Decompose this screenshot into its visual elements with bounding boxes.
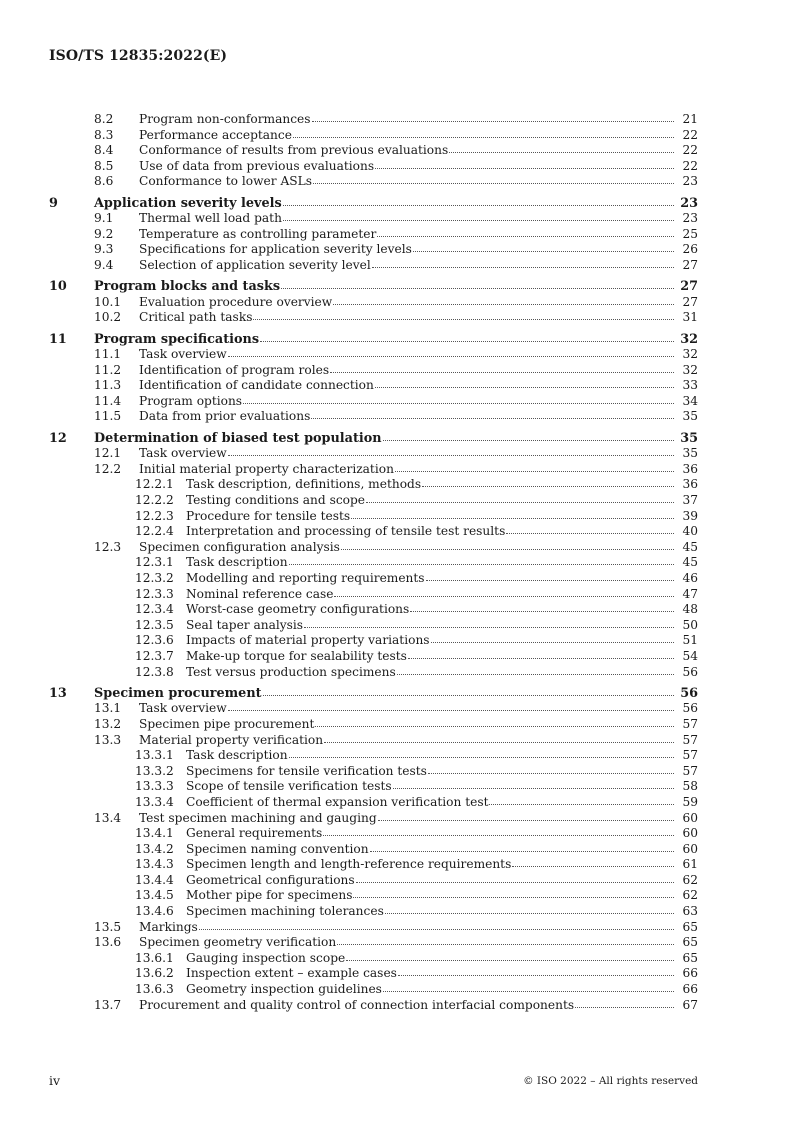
toc-entry-title: Specimen geometry verification — [139, 935, 337, 950]
dot-leader — [408, 648, 674, 659]
toc-entry-number: 13.4.3 — [135, 857, 174, 872]
toc-entry-title: Specimen naming convention — [186, 841, 369, 856]
toc-entry-title: Identification of candidate connection — [139, 378, 374, 393]
dot-leader — [313, 173, 674, 184]
toc-entry[interactable] — [0, 258, 793, 274]
toc-entry-number: 11.2 — [94, 362, 122, 377]
toc-entry-number: 13.3.3 — [135, 779, 174, 794]
toc-entry-title: Initial material property characterization — [139, 461, 394, 476]
toc-entry-number: 12 — [49, 430, 67, 446]
toc-entry[interactable] — [0, 227, 793, 243]
toc-entry-number: 12.2.1 — [135, 477, 174, 492]
dot-leader — [312, 111, 675, 122]
dot-leader — [283, 210, 674, 221]
toc-entry-number: 9 — [49, 195, 58, 211]
dot-leader — [413, 241, 674, 252]
dot-leader — [289, 747, 674, 758]
dot-leader — [315, 716, 674, 727]
toc-entry-number: 13.6.2 — [135, 966, 174, 981]
dot-leader — [243, 393, 674, 404]
toc-entry-number: 10 — [49, 279, 67, 295]
toc-entry-title: General requirements — [186, 826, 323, 841]
toc-entry-title: Impacts of material property variations — [186, 633, 430, 648]
toc-entry-page: 27 — [680, 279, 698, 295]
toc-entry-page: 56 — [682, 701, 698, 716]
toc-entry-number: 13.4.5 — [135, 888, 174, 903]
toc-entry-page: 58 — [682, 779, 698, 794]
toc-entry-title: Test versus production specimens — [186, 664, 396, 679]
dot-leader — [346, 950, 674, 961]
toc-entry-title: Task description — [186, 555, 288, 570]
dot-leader — [366, 492, 674, 503]
toc-entry-title: Task overview — [139, 446, 227, 461]
toc-entry[interactable] — [0, 795, 793, 811]
toc-entry-number: 8.5 — [94, 158, 114, 173]
toc-entry[interactable] — [0, 701, 793, 717]
toc-entry[interactable] — [0, 935, 793, 951]
dot-leader — [377, 226, 674, 237]
toc-entry[interactable] — [0, 888, 793, 904]
toc-entry-title: Program non-conformances — [139, 112, 311, 126]
toc-entry[interactable] — [0, 363, 793, 379]
toc-entry-page: 61 — [682, 857, 698, 872]
toc-entry-page: 57 — [682, 748, 698, 763]
toc-entry-page: 36 — [682, 461, 698, 476]
toc-entry-number: 13.1 — [94, 701, 122, 716]
toc-entry[interactable] — [0, 446, 793, 462]
toc-entry[interactable] — [0, 618, 793, 634]
toc-entry-page: 27 — [682, 294, 698, 309]
toc-entry-title: Conformance of results from previous evaluations — [139, 143, 449, 158]
toc-entry-title: Thermal well load path — [139, 211, 282, 226]
dot-leader — [393, 778, 674, 789]
toc-entry-page: 32 — [680, 331, 698, 347]
dot-leader — [228, 346, 674, 357]
toc-entry-number: 12.2.3 — [135, 508, 174, 523]
toc-entry-title: Nominal reference case — [186, 586, 334, 601]
toc-entry-title: Temperature as controlling parameter — [139, 226, 377, 241]
toc-entry-page: 54 — [682, 648, 698, 663]
toc-entry[interactable] — [0, 633, 793, 649]
toc-entry-title: Coefficient of thermal expansion verification test — [186, 794, 489, 809]
toc-entry-title: Scope of tensile verification tests — [186, 779, 392, 794]
dot-leader — [575, 997, 674, 1008]
toc-entry-number: 9.1 — [94, 211, 114, 226]
toc-entry-number: 12.3.3 — [135, 586, 174, 601]
toc-entry[interactable] — [0, 873, 793, 889]
toc-entry-title: Inspection extent – example cases — [186, 966, 397, 981]
toc-entry-page: 51 — [682, 633, 698, 648]
toc-entry[interactable] — [0, 826, 793, 842]
toc-entry-page: 26 — [682, 242, 698, 257]
toc-entry-page: 59 — [682, 794, 698, 809]
dot-leader — [428, 763, 674, 774]
toc-entry[interactable] — [0, 951, 793, 967]
toc-entry-number: 12.1 — [94, 446, 122, 461]
toc-entry[interactable] — [0, 462, 793, 478]
toc-entry-number: 13.6.3 — [135, 982, 174, 997]
toc-entry-page: 22 — [682, 158, 698, 173]
document-id-header: ISO/TS 12835:2022(E) — [49, 48, 228, 64]
toc-entry-number: 13.2 — [94, 716, 122, 731]
toc-entry[interactable] — [0, 128, 793, 144]
toc-entry-number: 8.3 — [94, 127, 114, 142]
dot-leader — [356, 872, 674, 883]
dot-leader — [341, 539, 674, 550]
toc-entry-title: Seal taper analysis — [186, 617, 304, 632]
toc-entry[interactable] — [0, 295, 793, 311]
toc-entry-title: Program options — [139, 393, 243, 408]
toc-entry-title: Selection of application severity level — [139, 257, 371, 272]
toc-entry[interactable] — [0, 571, 793, 587]
toc-entry[interactable] — [0, 378, 793, 394]
toc-entry-title: Task description — [186, 748, 288, 763]
dot-leader — [330, 362, 674, 373]
toc-entry-number: 13.6.1 — [135, 950, 174, 965]
toc-entry-number: 13.4 — [94, 810, 122, 825]
toc-entry-title: Geometry inspection guidelines — [186, 982, 382, 997]
toc-entry-title: Make-up torque for sealability tests — [186, 648, 407, 663]
toc-entry[interactable] — [0, 665, 793, 681]
toc-entry-title: Program specifications — [94, 331, 260, 347]
toc-entry-number: 13.3.4 — [135, 794, 174, 809]
toc-entry-page: 36 — [682, 477, 698, 492]
toc-entry-page: 57 — [682, 763, 698, 778]
toc-entry-page: 66 — [682, 966, 698, 981]
toc-entry-number: 12.2 — [94, 461, 122, 476]
toc-entry-page: 32 — [682, 362, 698, 377]
toc-entry-page: 65 — [682, 950, 698, 965]
toc-entry[interactable] — [0, 509, 793, 525]
toc-entry-number: 12.3.4 — [135, 602, 174, 617]
toc-entry-number: 9.3 — [94, 242, 114, 257]
toc-entry-title: Specimen configuration analysis — [139, 539, 340, 554]
toc-entry[interactable] — [0, 686, 793, 702]
toc-entry-page: 37 — [682, 493, 698, 508]
dot-leader — [253, 309, 674, 320]
toc-entry-page: 66 — [682, 982, 698, 997]
toc-entry-number: 9.2 — [94, 226, 114, 241]
toc-entry[interactable] — [0, 998, 793, 1014]
toc-entry-page: 57 — [682, 732, 698, 747]
toc-entry[interactable] — [0, 477, 793, 493]
toc-entry-page: 22 — [682, 143, 698, 158]
dot-leader — [431, 632, 674, 643]
toc-entry-number: 13.3.2 — [135, 763, 174, 778]
toc-entry-page: 56 — [682, 664, 698, 679]
toc-entry-number: 13.6 — [94, 935, 122, 950]
dot-leader — [281, 278, 674, 289]
dot-leader — [199, 919, 674, 930]
toc-entry-page: 45 — [682, 539, 698, 554]
toc-entry-title: Program blocks and tasks — [94, 279, 281, 295]
toc-entry-page: 45 — [682, 555, 698, 570]
toc-entry[interactable] — [0, 982, 793, 998]
dot-leader — [333, 294, 674, 305]
toc-entry[interactable] — [0, 748, 793, 764]
toc-entry-number: 12.3 — [94, 539, 122, 554]
toc-entry[interactable] — [0, 431, 793, 447]
toc-entry-title: Geometrical configurations — [186, 872, 355, 887]
toc-entry-title: Procurement and quality control of connection interfacial components — [139, 997, 575, 1012]
dot-leader — [283, 195, 674, 206]
toc-entry-page: 34 — [682, 393, 698, 408]
dot-leader — [375, 377, 674, 388]
toc-entry-page: 25 — [682, 226, 698, 241]
toc-entry-page: 62 — [682, 872, 698, 887]
toc-entry-page: 46 — [682, 571, 698, 585]
toc-entry[interactable] — [0, 764, 793, 780]
toc-entry-number: 13 — [49, 685, 67, 701]
toc-entry-page: 40 — [682, 524, 698, 539]
toc-entry-page: 62 — [682, 888, 698, 903]
toc-entry[interactable] — [0, 904, 793, 920]
dot-leader — [324, 732, 674, 743]
dot-leader — [311, 408, 674, 419]
toc-entry-title: Data from prior evaluations — [139, 409, 311, 424]
toc-entry-title: Specimen pipe procurement — [139, 716, 315, 731]
toc-entry-page: 31 — [682, 310, 698, 325]
toc-entry-page: 63 — [682, 904, 698, 919]
toc-entry[interactable] — [0, 409, 793, 425]
toc-entry-number: 10.2 — [94, 310, 122, 325]
toc-entry-page: 22 — [682, 127, 698, 142]
toc-entry[interactable] — [0, 811, 793, 827]
dot-leader — [422, 476, 674, 487]
toc-entry-title: Task description, definitions, methods — [186, 477, 422, 492]
dot-leader — [260, 331, 674, 342]
dot-leader — [410, 601, 674, 612]
toc-entry[interactable] — [0, 310, 793, 326]
dot-leader — [370, 841, 674, 852]
toc-entry-title: Determination of biased test population — [94, 430, 382, 446]
toc-entry-page: 35 — [680, 430, 698, 446]
toc-entry-title: Gauging inspection scope — [186, 950, 346, 965]
dot-leader — [512, 856, 674, 867]
toc-entry-title: Task overview — [139, 347, 227, 362]
page-number: iv — [49, 1073, 61, 1088]
copyright-notice: © ISO 2022 – All rights reserved — [523, 1075, 698, 1087]
dot-leader — [372, 257, 674, 268]
toc-entry-title: Specifications for application severity levels — [139, 242, 412, 257]
toc-entry[interactable] — [0, 279, 793, 295]
toc-entry-number: 8.6 — [94, 174, 114, 189]
toc-entry-title: Specimen procurement — [94, 685, 262, 701]
toc-entry-number: 9.4 — [94, 257, 114, 272]
toc-entry[interactable] — [0, 493, 793, 509]
toc-entry-number: 8.4 — [94, 143, 114, 158]
toc-entry-page: 33 — [682, 378, 698, 393]
dot-leader — [378, 810, 674, 821]
toc-entry-page: 27 — [682, 257, 698, 272]
toc-entry-title: Evaluation procedure overview — [139, 294, 333, 309]
toc-entry-page: 57 — [682, 716, 698, 731]
toc-entry-page: 21 — [682, 112, 698, 126]
toc-entry[interactable] — [0, 347, 793, 363]
toc-entry[interactable] — [0, 394, 793, 410]
toc-entry-number: 10.1 — [94, 294, 122, 309]
dot-leader — [426, 570, 674, 581]
toc-entry-title: Material property verification — [139, 732, 324, 747]
toc-entry-number: 13.4.2 — [135, 841, 174, 856]
toc-entry-page: 35 — [682, 409, 698, 424]
toc-entry-number: 13.4.4 — [135, 872, 174, 887]
toc-entry-number: 13.3 — [94, 732, 122, 747]
dot-leader — [293, 127, 674, 138]
toc-entry-page: 67 — [682, 997, 698, 1012]
toc-entry[interactable] — [0, 733, 793, 749]
toc-entry-page: 50 — [682, 617, 698, 632]
toc-entry-title: Conformance to lower ASLs — [139, 174, 312, 189]
toc-entry-number: 13.7 — [94, 997, 122, 1012]
toc-entry[interactable] — [0, 174, 793, 190]
toc-entry-title: Performance acceptance — [139, 127, 292, 142]
toc-entry-number: 12.3.5 — [135, 617, 174, 632]
dot-leader — [395, 461, 674, 472]
toc-entry-page: 32 — [682, 347, 698, 362]
toc-entry-number: 12.3.7 — [135, 648, 174, 663]
toc-entry-number: 13.3.1 — [135, 748, 174, 763]
toc-entry-page: 56 — [680, 685, 698, 701]
dot-leader — [398, 965, 674, 976]
toc-entry-title: Procedure for tensile tests — [186, 508, 351, 523]
toc-entry-page: 65 — [682, 919, 698, 934]
toc-entry-page: 35 — [682, 446, 698, 461]
toc-entry-number: 11.1 — [94, 347, 122, 362]
toc-entry-page: 23 — [682, 211, 698, 226]
toc-entry[interactable] — [0, 602, 793, 618]
toc-entry-title: Critical path tasks — [139, 310, 253, 325]
dot-leader — [337, 934, 674, 945]
toc-entry-page: 47 — [682, 586, 698, 601]
toc-entry-page: 48 — [682, 602, 698, 617]
dot-leader — [351, 508, 674, 519]
toc-entry-number: 11.5 — [94, 409, 122, 424]
toc-entry-title: Modelling and reporting requirements — [186, 571, 425, 585]
toc-entry-number: 12.2.4 — [135, 524, 174, 539]
toc-entry[interactable] — [0, 540, 793, 556]
toc-entry-number: 12.2.2 — [135, 493, 174, 508]
toc-entry[interactable] — [0, 159, 793, 175]
toc-entry[interactable] — [0, 842, 793, 858]
toc-entry-number: 12.3.1 — [135, 555, 174, 570]
toc-entry-number: 11.3 — [94, 378, 122, 393]
toc-entry-title: Identification of program roles — [139, 362, 330, 377]
toc-entry[interactable] — [0, 779, 793, 795]
toc-entry[interactable] — [0, 649, 793, 665]
dot-leader — [383, 981, 674, 992]
dot-leader — [353, 887, 674, 898]
toc-entry[interactable] — [0, 524, 793, 540]
toc-entry-number: 12.3.8 — [135, 664, 174, 679]
toc-entry-number: 11.4 — [94, 393, 122, 408]
dot-leader — [506, 523, 674, 534]
dot-leader — [383, 430, 674, 441]
toc-entry-page: 39 — [682, 508, 698, 523]
dot-leader — [397, 664, 674, 675]
dot-leader — [449, 142, 674, 153]
dot-leader — [263, 685, 674, 696]
toc-entry-page: 23 — [680, 195, 698, 211]
toc-entry-page: 23 — [682, 174, 698, 189]
toc-entry-number: 12.3.6 — [135, 633, 174, 648]
toc-entry[interactable] — [0, 196, 793, 212]
toc-entry-title: Specimens for tensile verification tests — [186, 763, 427, 778]
toc-entry-page: 60 — [682, 841, 698, 856]
toc-entry[interactable] — [0, 211, 793, 227]
toc-entry[interactable] — [0, 587, 793, 603]
toc-entry-page: 65 — [682, 935, 698, 950]
dot-leader — [385, 903, 674, 914]
toc-entry[interactable] — [0, 332, 793, 348]
toc-entry[interactable] — [0, 555, 793, 571]
dot-leader — [289, 554, 674, 565]
toc-entry-title: Application severity levels — [94, 195, 282, 211]
toc-entry-number: 11 — [49, 331, 67, 347]
toc-entry-title: Task overview — [139, 701, 227, 716]
dot-leader — [228, 445, 674, 456]
toc-entry-number: 13.4.1 — [135, 826, 174, 841]
dot-leader — [334, 586, 674, 597]
table-of-contents — [0, 112, 793, 1013]
toc-entry[interactable] — [0, 717, 793, 733]
toc-entry-number: 12.3.2 — [135, 571, 174, 585]
toc-entry-title: Specimen machining tolerances — [186, 904, 384, 919]
toc-entry-title: Testing conditions and scope — [186, 493, 366, 508]
toc-entry-number: 8.2 — [94, 112, 114, 126]
toc-entry-number: 13.5 — [94, 919, 122, 934]
toc-entry[interactable] — [0, 112, 793, 128]
dot-leader — [323, 825, 674, 836]
toc-entry[interactable] — [0, 143, 793, 159]
toc-entry[interactable] — [0, 857, 793, 873]
dot-leader — [304, 617, 674, 628]
toc-entry-title: Use of data from previous evaluations — [139, 158, 375, 173]
toc-entry-title: Test specimen machining and gauging — [139, 810, 377, 825]
dot-leader — [489, 794, 674, 805]
toc-entry-number: 13.4.6 — [135, 904, 174, 919]
toc-entry-title: Mother pipe for specimens — [186, 888, 353, 903]
dot-leader — [228, 700, 674, 711]
toc-entry-title: Worst-case geometry configurations — [186, 602, 410, 617]
toc-entry-title: Markings — [139, 919, 198, 934]
toc-entry[interactable] — [0, 966, 793, 982]
toc-entry[interactable] — [0, 920, 793, 936]
dot-leader — [375, 158, 674, 169]
toc-entry-page: 60 — [682, 826, 698, 841]
toc-entry-title: Specimen length and length-reference requirements — [186, 857, 512, 872]
toc-entry-title: Interpretation and processing of tensile test results — [186, 524, 506, 539]
toc-entry-page: 60 — [682, 810, 698, 825]
toc-entry[interactable] — [0, 242, 793, 258]
